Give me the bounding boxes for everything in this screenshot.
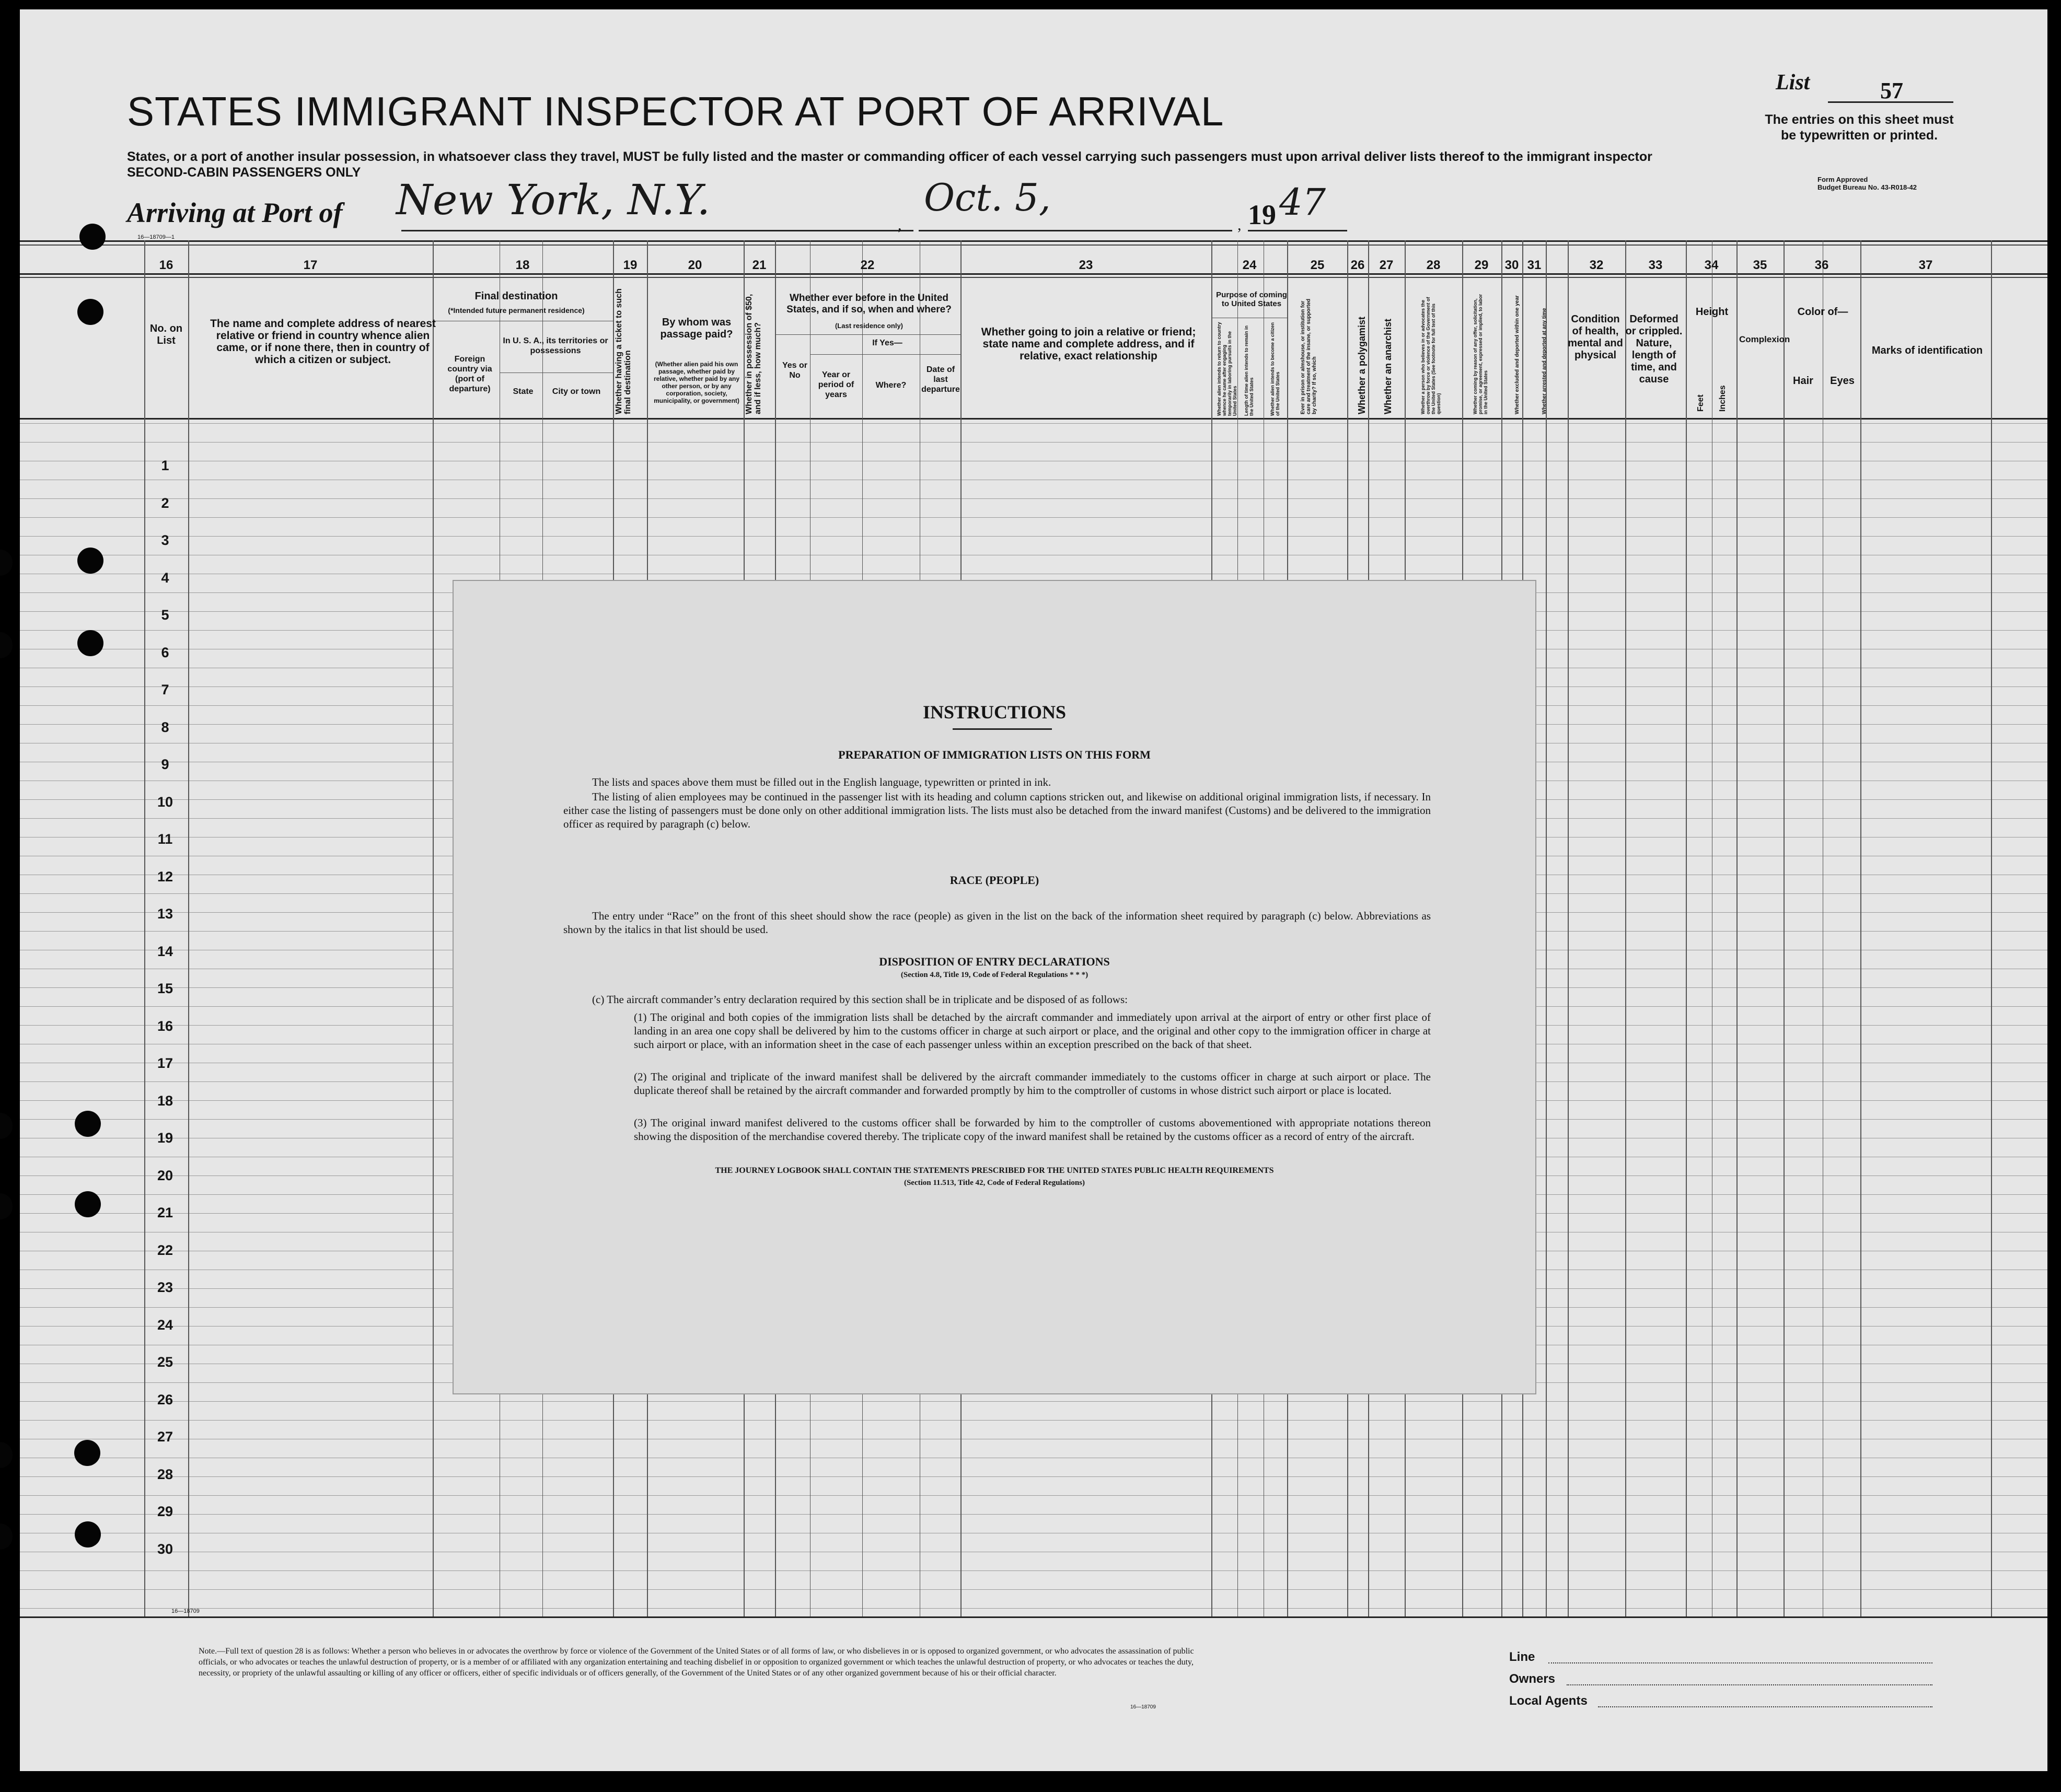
- col26-header: Whether a polygamist: [1357, 316, 1367, 414]
- binder-hole: [77, 548, 103, 574]
- owners-label: Owners: [1509, 1672, 1556, 1686]
- disposition-1: (1) The original and both copies of the immigration lists shall be detached by the aircraft commander and immediately upon arrival at the airport of entry or other first place of landing in an area one copy shall be delivered by him to the customs officer in charge at such airport or place, and the original and other copy to the immigration officer in charge at such airport or place, with an information sheet in the case of each passenger unless within an exception prescribed on the back of that sheet.: [634, 1011, 1431, 1051]
- col21-header: Whether in possession of $50, and if less, how much?: [745, 294, 762, 414]
- column-number: 17: [303, 258, 318, 272]
- row-number: 25: [157, 1354, 173, 1370]
- race-paragraph: The entry under “Race” on the front of this sheet should show the race (people) as given in the list on the back of the information sheet required by paragraph (c) below. Abbreviations as shown by the italics in that list should be used.: [563, 910, 1431, 936]
- binder-hole: [79, 224, 106, 250]
- binder-hole: [0, 1442, 13, 1468]
- row-number: 13: [157, 906, 173, 922]
- column-line: [1991, 240, 1992, 1616]
- col34-inches: Inches: [1718, 385, 1727, 412]
- binder-hole: [0, 1193, 13, 1219]
- form-approved-line1: Form Approved: [1817, 176, 1868, 183]
- column-line: [188, 240, 189, 1616]
- ruled-line: [20, 1608, 2047, 1609]
- column-number: 26: [1350, 258, 1365, 272]
- column-number: 36: [1814, 258, 1829, 272]
- col18-title: Final destination: [474, 290, 558, 302]
- column-number: 30: [1504, 258, 1519, 272]
- binder-hole: [75, 1191, 101, 1217]
- row-number: 26: [157, 1391, 173, 1407]
- row-number: 14: [157, 943, 173, 959]
- ruled-line: [20, 1589, 2047, 1590]
- column-number: 16: [159, 258, 173, 272]
- col22-sub: (Last residence only): [835, 322, 904, 330]
- col22-years: Year or period of years: [818, 370, 854, 399]
- col33-header: Deformed or crippled. Nature, length of time, and cause: [1625, 313, 1683, 385]
- binder-hole: [75, 1111, 101, 1137]
- row-number: 11: [157, 831, 173, 847]
- entries-note-line1: The entries on this sheet must: [1765, 112, 1954, 127]
- col25-header: Ever in prison or almshouse, or institution for care and treatment of the insane, or supported by charity? If so, which: [1300, 298, 1317, 414]
- entries-note-line2: be typewritten or printed.: [1780, 128, 1938, 143]
- race-heading: RACE (PEOPLE): [950, 874, 1039, 887]
- binder-hole: [0, 1113, 13, 1139]
- binder-hole: [77, 630, 103, 656]
- row-number: 1: [161, 458, 169, 473]
- column-number: 23: [1079, 258, 1093, 272]
- ruled-line: [20, 423, 2047, 424]
- manifest-sheet: STATES IMMIGRANT INSPECTOR AT PORT OF ARRIVAL States, or a port of another insular possession, in whatsoever class they travel, MUST be fully listed and the master or commanding officer of each vessel carrying such passengers must upon arrival deliver lists thereof to the immigrant inspector SECOND-CABIN PASSENGERS ONLY List 57 The entries on this sheet must be typewritten or printed. Form Approved Budget Bureau No. 43-R018-42 Arriving at Port of New York, N.Y. , Oct. 5, , 19 47 16—18709—1 16 17 18 19 20 21 22 23 24 25 26 27 28 29 30 31 32 33 34 35 36 37 No. on List The name and complete address of nearest relative or friend in country whence alien came, or if none there, then in country of which a citizen or subject. Final destination (*Intended future permanent residence) Foreign country via (port of departure) In U. S. A., its territories or possessions State City or town Whether having a ticket to such final destination By whom was passage paid? (Whether alien paid his own passage, whether paid by relative, whether paid by any other person, or by any corporation, society, municipality, or government) Whether in possession of $50, and if less, how much? Whether ever before in the United States, and if so, when and where? (Last residence only) If Yes— Yes or No Year or period of years Where? Date of last departure Whether going to join a relative or friend; state name and complete address, and if relative, exact relationship Purpose of coming to United States Whether alien intends to return to country whence he came after engaging temporarily in laboring pursuits in the United States Length of time alien intends to remain in the United States Whether alien intends to become a citizen of the United States Ever in prison or almshouse, or institution for care and treatment of the insane, or supported by charity? If so, which Whether a polygamist Whether an anarchist Whether a person who believes in or advocates the overthrow by force or violence of the Government of the United States (See footnote for full text of this question) Whether coming by reason of any offer, solicitation, promise, or agreement, expressed or implied, to labor in the United States Whether excluded and deported within one year Whether arrested and deported at any time Condition of health, mental and physical Deformed or crippled. Nature, length of time, and cause Height Feet Inches Complexion Color of— Hair Eyes Marks of identification 1 2 3 4 5 6 7 8 9 10 11 12 13 14 15 16 17 18 19 20 21 22 23 24 25 26 27 28 29 30 16—18709 INSTRUCTIONS PREPARATION OF IMMIGRATION LISTS ON THIS FORM The lists and spaces above them must be filled out in the English language, typewritten or printed in ink. The listing of alien employees may be continued in the passenger list with its heading and column captions stricken out, and likewise on additional original immigration lists, if necessary. In either case the listing of passengers must be done only on other additional immigration lists. The lists must also be detached from the inward manifest (Customs) and be delivered to the immigration officer as required by paragraph (c) below. RACE (PEOPLE) The entry under “Race” on the front of this sheet should show the race (people) as given in the list on the back of the information sheet required by paragraph (c) below. Abbreviations as shown by the italics in that list should be used. DISPOSITION OF ENTRY DECLARATIONS (Section 4.8, Title 19, Code of Federal Regulations * * *) (c) The aircraft commander’s entry declaration required by this section shall be in triplicate and be disposed of as follows: (1) The original and both copies of the immigration lists shall be detached by the aircraft commander and immediately upon arrival at the airport of entry or other first place of landing in an area one copy shall be delivered by him to the customs officer in charge at such airport or place, and the original and other copy to the immigration officer in charge at such airport or place, with an information sheet in the case of each passenger unless within an exception prescribed on the back of that sheet. (2) The original and triplicate of the inward manifest shall be delivered by the aircraft commander immediately to the customs officer in charge at such airport or place. The duplicate thereof shall be retained by the aircraft commander and forwarded promptly by him to the comptroller of customs in whose district such airport or place is located. (3) The original inward manifest delivered to the customs officer shall be forwarded by him to the comptroller of customs abovementioned with appropriate notations thereon showing the disposition of the merchandise covered thereby. The triplicate copy of the inward manifest shall be retained by the customs officer as a record of entry of the aircraft. THE JOURNEY LOGBOOK SHALL CONTAIN THE STATEMENTS PRESCRIBED FOR THE UNITED STATES PUBLIC HEALTH REQUIREMENTS (Section 11.513, Title 42, Code of Federal Regulations) Note.—Full text of question 28 is as follows: Whether a person who believes in or advocates the overthrow by force or violence of the Government of the United States or of all forms of law, or who disbelieves in or is opposed to organized government, or who advocates the assassination of public officials, or who advocates or teaches the unlawful destruction of property, or is a member of or affiliated with any organization entertaining and teaching disbelief in or opposition to organized government or which teaches the unlawful destruction of property, or who advocates or teaches the duty, necessity, or propriety of the unlawful assaulting or killing of any officer or officers, either of specific individuals or of officers generally, of the Government of the United States or of any other organized government because of his or their official character. 16—18709 Line Owners Local Agents: [20, 9, 2047, 1771]
- instructions-heading: INSTRUCTIONS: [922, 702, 1067, 723]
- column-number: 32: [1589, 258, 1604, 272]
- ruled-line: [20, 1476, 2047, 1477]
- ruled-line: [20, 1570, 2047, 1571]
- row-number: 3: [161, 532, 169, 548]
- ruled-line: [20, 1514, 2047, 1515]
- form-subtitle-line1: States, or a port of another insular possession, in whatsoever class they travel, MUST be fully listed and the master or commanding officer of each vessel carrying such passengers must upon arrival deliver lists thereof to the immigrant inspector: [127, 149, 1652, 164]
- ruled-line: [20, 442, 2047, 443]
- col18-city: City or town: [552, 387, 601, 396]
- row-number: 16: [157, 1018, 173, 1034]
- row-number: 8: [161, 719, 169, 735]
- column-number: 24: [1242, 258, 1257, 272]
- form-title: STATES IMMIGRANT INSPECTOR AT PORT OF ARRIVAL: [127, 88, 1224, 134]
- form-subtitle-line2: SECOND-CABIN PASSENGERS ONLY: [127, 165, 361, 180]
- column-number: 34: [1704, 258, 1719, 272]
- disposition-heading: DISPOSITION OF ENTRY DECLARATIONS: [879, 955, 1110, 968]
- col18-foreign: Foreign country via (port of departure): [447, 355, 492, 393]
- logbook-statement: THE JOURNEY LOGBOOK SHALL CONTAIN THE STATEMENTS PRESCRIBED FOR THE UNITED STATES PUBLIC HEALTH REQUIREMENTS: [715, 1166, 1274, 1175]
- year-prefix: 19: [1248, 199, 1276, 230]
- row-number: 20: [157, 1167, 173, 1183]
- binder-hole: [75, 1521, 101, 1547]
- column-number: 35: [1753, 258, 1767, 272]
- entries-note: [1739, 112, 1979, 143]
- form-code-bottom: 16—18709: [171, 1608, 200, 1614]
- row-number: 4: [161, 569, 169, 586]
- col36-hair: Hair: [1793, 375, 1813, 387]
- instructions-insert: [454, 581, 1535, 1393]
- col19-header: Whether having a ticket to such final destination: [615, 288, 632, 414]
- row-number: 9: [161, 757, 169, 772]
- subheader-line: [810, 354, 960, 355]
- column-number: 25: [1310, 258, 1325, 272]
- ruled-line: [20, 536, 2047, 537]
- ruled-line: [20, 498, 2047, 499]
- column-number: 20: [688, 258, 702, 272]
- row-number: 19: [157, 1130, 173, 1146]
- col18-usa: In U. S. A., its territories or possessions: [503, 336, 608, 355]
- row-number: 24: [157, 1317, 173, 1333]
- logbook-sub: (Section 11.513, Title 42, Code of Federal Regulations): [904, 1179, 1085, 1187]
- ruled-line: [20, 517, 2047, 518]
- row-number: 7: [161, 682, 169, 697]
- col32-header: Condition of health, mental and physical: [1568, 313, 1623, 361]
- binder-hole: [74, 1440, 100, 1466]
- ruled-line: [20, 1401, 2047, 1402]
- col30-header: Whether excluded and deported within one year: [1514, 295, 1520, 414]
- column-line: [1625, 240, 1626, 1616]
- col36-eyes: Eyes: [1830, 375, 1855, 387]
- ruled-line: [20, 1495, 2047, 1496]
- preparation-p2: The listing of alien employees may be continued in the passenger list with its heading and column captions stricken out, and likewise on additional original immigration lists, if necessary. In either case the listing of passengers must be done only on other additional immigration lists. The lists must also be detached from the inward manifest (Customs) and be delivered to the immigration officer as required by paragraph (c) below.: [563, 790, 1431, 830]
- row-number: 18: [157, 1092, 173, 1109]
- col36-title: Color of—: [1797, 306, 1848, 318]
- row-number: 17: [157, 1055, 173, 1071]
- row-number: 5: [161, 607, 169, 623]
- budget-bureau-number: Budget Bureau No. 43-R018-42: [1817, 183, 1917, 191]
- binder-hole: [0, 1523, 13, 1550]
- list-label: List: [1776, 71, 1810, 95]
- form-approved: [1817, 176, 1917, 191]
- column-number: 21: [752, 258, 767, 272]
- disposition-sub: (Section 4.8, Title 19, Code of Federal Regulations * * *): [900, 971, 1089, 979]
- disposition-2: (2) The original and triplicate of the inward manifest shall be delivered by the aircraft commander immediately to the customs officer in charge at such airport or place. The duplicate thereof shall be retained by the aircraft commander and forwarded promptly by him to the comptroller of customs in whose district such airport or place is located.: [634, 1070, 1431, 1097]
- column-number: 33: [1648, 258, 1663, 272]
- col28-header: Whether a person who believes in or advocates the overthrow by force or violence of the Government of the United States (See footnote for full text of this question): [1420, 297, 1441, 414]
- date-handwritten: Oct. 5,: [924, 176, 1051, 219]
- local-agents-label: Local Agents: [1509, 1694, 1588, 1708]
- col22-ifyes: If Yes—: [872, 339, 902, 347]
- col29-header: Whether coming by reason of any offer, solicitation, promise, or agreement, expressed or implied, to labor in the United States: [1473, 294, 1488, 414]
- col17-header: The name and complete address of nearest relative or friend in country whence alien came, or if none there, then in country of which a citizen or subject.: [210, 318, 436, 366]
- binder-hole: [77, 299, 103, 325]
- arriving-label: Arriving at Port of: [127, 197, 343, 228]
- column-number: 37: [1918, 258, 1933, 272]
- column-number: 28: [1426, 258, 1441, 272]
- column-number: 22: [860, 258, 875, 272]
- col24-a: Whether alien intends to return to country whence he came after engaging temporarily in laboring pursuits in the United States: [1217, 322, 1237, 416]
- form-code-note: 16—18709: [1130, 1704, 1156, 1710]
- row-number: 2: [161, 495, 169, 511]
- col24-c: Whether alien intends to become a citizen of the United States: [1270, 322, 1280, 416]
- col31-header: Whether arrested and deported at any time: [1542, 308, 1547, 414]
- col22-date: Date of last departure: [921, 365, 960, 394]
- row-number: 22: [157, 1242, 173, 1258]
- col35-header: Complexion: [1739, 334, 1790, 344]
- row-number: 12: [157, 868, 173, 885]
- col22-yesno: Yes or No: [782, 361, 808, 380]
- disposition-c: (c) The aircraft commander’s entry declaration required by this section shall be in triplicate and be disposed of as follows:: [592, 993, 1128, 1006]
- column-number: 27: [1379, 258, 1394, 272]
- binder-hole: [0, 550, 13, 576]
- column-number: 29: [1474, 258, 1489, 272]
- row-number: 30: [157, 1541, 173, 1557]
- col20-title: By whom was passage paid?: [660, 317, 733, 340]
- column-line: [1568, 240, 1569, 1616]
- row-number: 21: [157, 1205, 173, 1220]
- col24-title: Purpose of coming to United States: [1216, 290, 1287, 308]
- col18-state: State: [513, 387, 534, 396]
- year-handwritten: 47: [1279, 181, 1326, 224]
- column-line: [1784, 240, 1785, 1616]
- row-number: 27: [157, 1429, 173, 1445]
- col22-where: Where?: [875, 381, 907, 390]
- col37-header: Marks of identification: [1871, 345, 1983, 356]
- column-line: [433, 240, 434, 1616]
- row-number: 10: [157, 794, 173, 810]
- list-number: 57: [1880, 78, 1903, 103]
- column-line: [1686, 240, 1687, 1616]
- col34-feet: Feet: [1696, 394, 1705, 412]
- col22-title: Whether ever before in the United States, and if so, when and where?: [786, 293, 952, 315]
- col18-sub: (*Intended future permanent residence): [448, 306, 585, 315]
- question-28-note: Note.—Full text of question 28 is as follows: Whether a person who believes in or advocates the overthrow by force or violence of the Government of the United States or of all forms of law, or who disbelieves in or is opposed to organized government, or who advocates the assassination of public officials, or who advocates or teaches the unlawful destruction of property, or is a member of or affiliated with any organization entertaining and teaching disbelief in or opposition to organized government or which teaches the unlawful destruction of property, or who advocates or teaches the duty, necessity, or propriety of the unlawful assaulting or killing of any officer or officers, either of specific individuals or of officers generally, of the Government of the United States or of any other organized government because of his or their official character.: [199, 1647, 1194, 1678]
- preparation-p1: The lists and spaces above them must be filled out in the English language, typewritten or printed in ink.: [592, 776, 1051, 788]
- col16-header: No. on List: [149, 323, 183, 346]
- column-number: 31: [1527, 258, 1542, 272]
- ruled-line: [20, 1420, 2047, 1421]
- column-line: [144, 240, 145, 1616]
- col20-sub: (Whether alien paid his own passage, whether paid by relative, whether paid by any other person, or by any corporation, society, municipality, or government): [653, 360, 740, 404]
- form-code-top: 16—18709—1: [137, 234, 175, 240]
- row-number: 29: [157, 1504, 173, 1519]
- col24-b: Length of time alien intends to remain in the United States: [1244, 325, 1254, 416]
- binder-hole: [0, 632, 13, 658]
- column-line: [1546, 240, 1547, 1616]
- port-handwritten: New York, N.Y.: [396, 176, 711, 224]
- col34-title: Height: [1695, 306, 1729, 318]
- col27-header: Whether an anarchist: [1383, 318, 1393, 414]
- column-number: 18: [515, 258, 530, 272]
- subheader-line: [775, 334, 960, 335]
- col23-header: Whether going to join a relative or friend; state name and complete address, and if relative, exact relationship: [981, 326, 1196, 362]
- disposition-3: (3) The original inward manifest delivered to the customs officer shall be forwarded by him to the comptroller of customs abovementioned with appropriate notations thereon showing the disposition of the merchandise covered thereby. The triplicate copy of the inward manifest shall be retained by the customs officer as a record of entry of the aircraft.: [634, 1116, 1431, 1143]
- line-label: Line: [1509, 1650, 1535, 1664]
- row-number: 15: [157, 981, 173, 996]
- row-number: 23: [157, 1279, 173, 1295]
- column-line: [1860, 240, 1861, 1616]
- column-line: [1736, 240, 1738, 1616]
- preparation-heading: PREPARATION OF IMMIGRATION LISTS ON THIS FORM: [838, 748, 1151, 761]
- column-number: 19: [623, 258, 638, 272]
- row-number: 28: [157, 1466, 173, 1482]
- row-number: 6: [161, 644, 169, 660]
